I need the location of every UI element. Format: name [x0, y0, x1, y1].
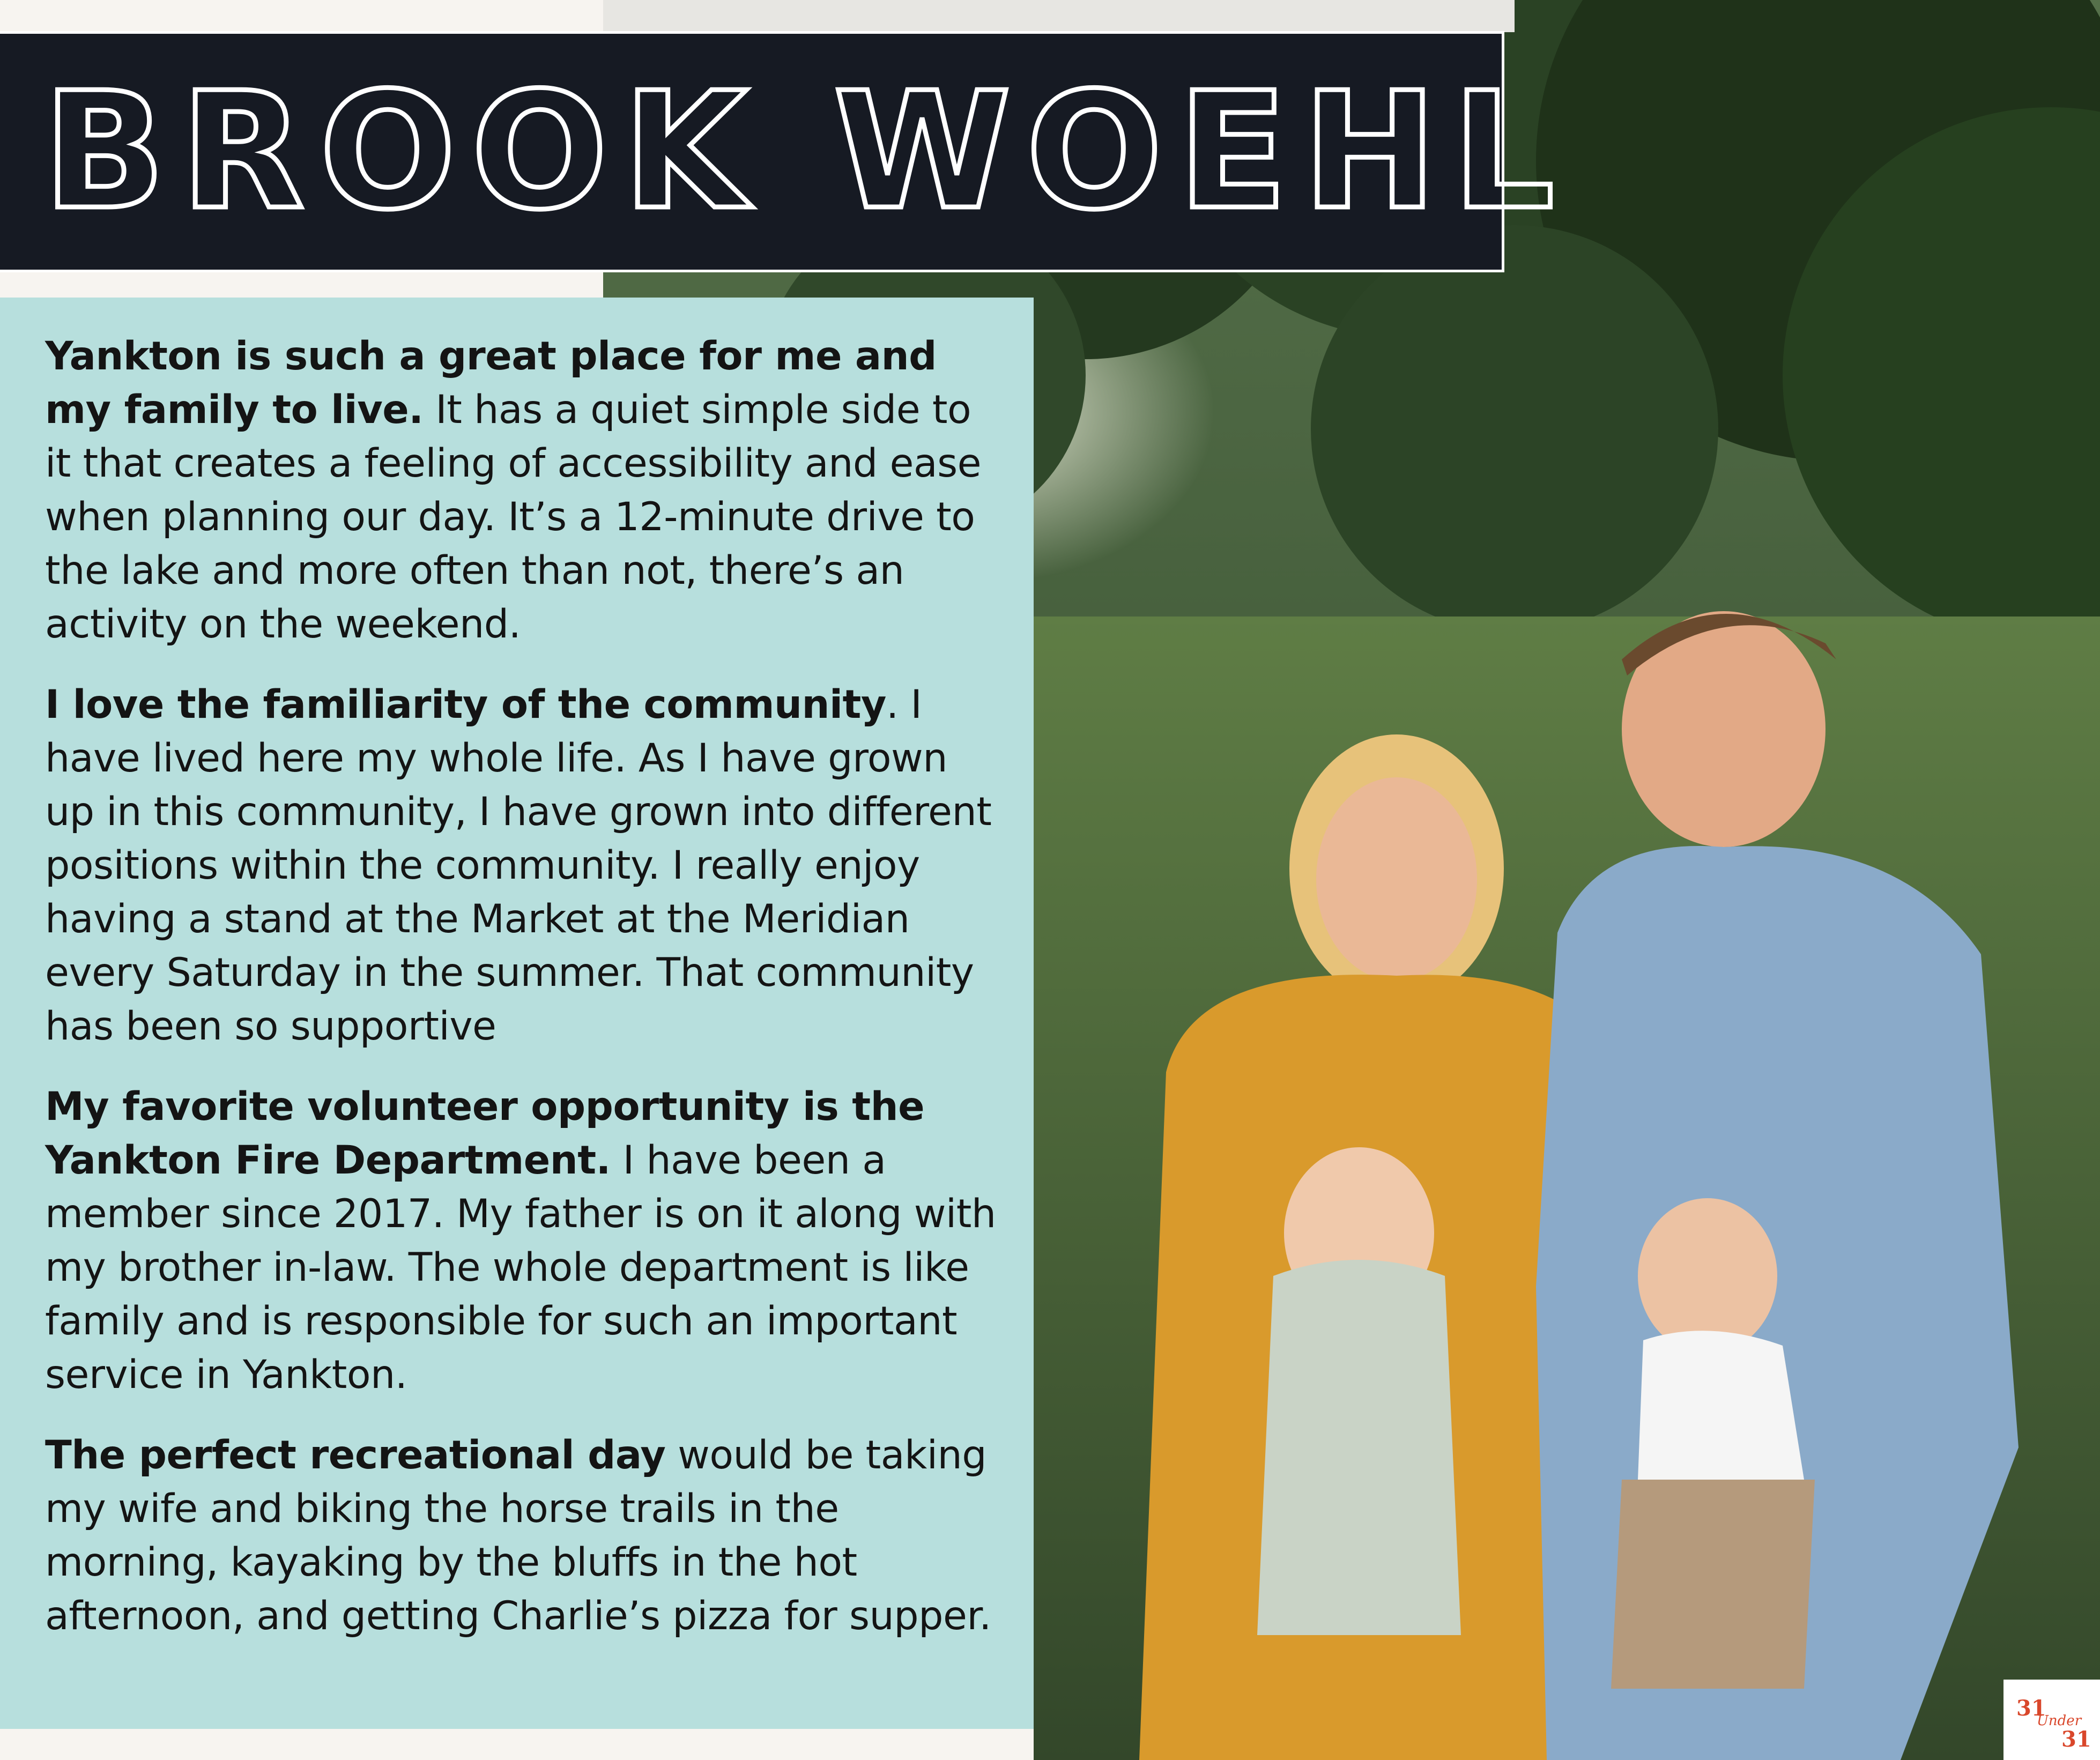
paragraph-body: I have been a member since 2017. My father is on it along with my brother in-law. The whole department is like family and is responsible for such an important service in Yankton.	[45, 1138, 996, 1398]
paragraph-lead: I love the familiarity of the community	[45, 682, 886, 727]
title-wrap	[0, 58, 1570, 245]
paragraph-body: would be taking my wife and biking the horse trails in the morning, kayaking by the bluffs in the hot afternoon, and getting Charlie’s pizza for supper.	[45, 1432, 991, 1639]
paragraph-body: . I have lived here my whole life. As I have grown up in this community, I have grown into different positions within the community. I really enjoy having a stand at the Market at the Meridian every Saturday in the summer. That community has been so supportive	[45, 682, 992, 1049]
page-title: BROOK WOEHL	[43, 58, 1570, 245]
paragraph-lead: My favorite volunteer opportunity is the Yankton Fire Department.	[45, 1084, 925, 1183]
logo-top-number: 31	[2016, 1696, 2046, 1721]
title-banner	[0, 31, 1570, 272]
logo-word: Under	[2037, 1713, 2082, 1729]
photo-top-edge	[603, 0, 1515, 32]
31-under-31-logo	[2003, 1680, 2100, 1760]
paragraph-4	[45, 1429, 1001, 1643]
page-margin-bottom	[0, 1729, 1034, 1760]
paragraph-lead: The perfect recreational day	[45, 1432, 666, 1478]
text-panel	[0, 298, 1034, 1729]
paragraph-lead: Yankton is such a great place for me and my family to live.	[45, 333, 937, 433]
logo-bottom-number: 31	[2061, 1727, 2091, 1752]
paragraph-1	[45, 330, 1001, 651]
page-margin-top	[0, 0, 603, 32]
paragraph-3	[45, 1080, 1001, 1402]
paragraph-body: It has a quiet simple side to it that creates a feeling of accessibility and ease when planning our day. It’s a 12-minute drive to the lake and more often than not, there’s an activity on the weekend.	[45, 387, 982, 647]
paragraph-2	[45, 678, 1001, 1053]
